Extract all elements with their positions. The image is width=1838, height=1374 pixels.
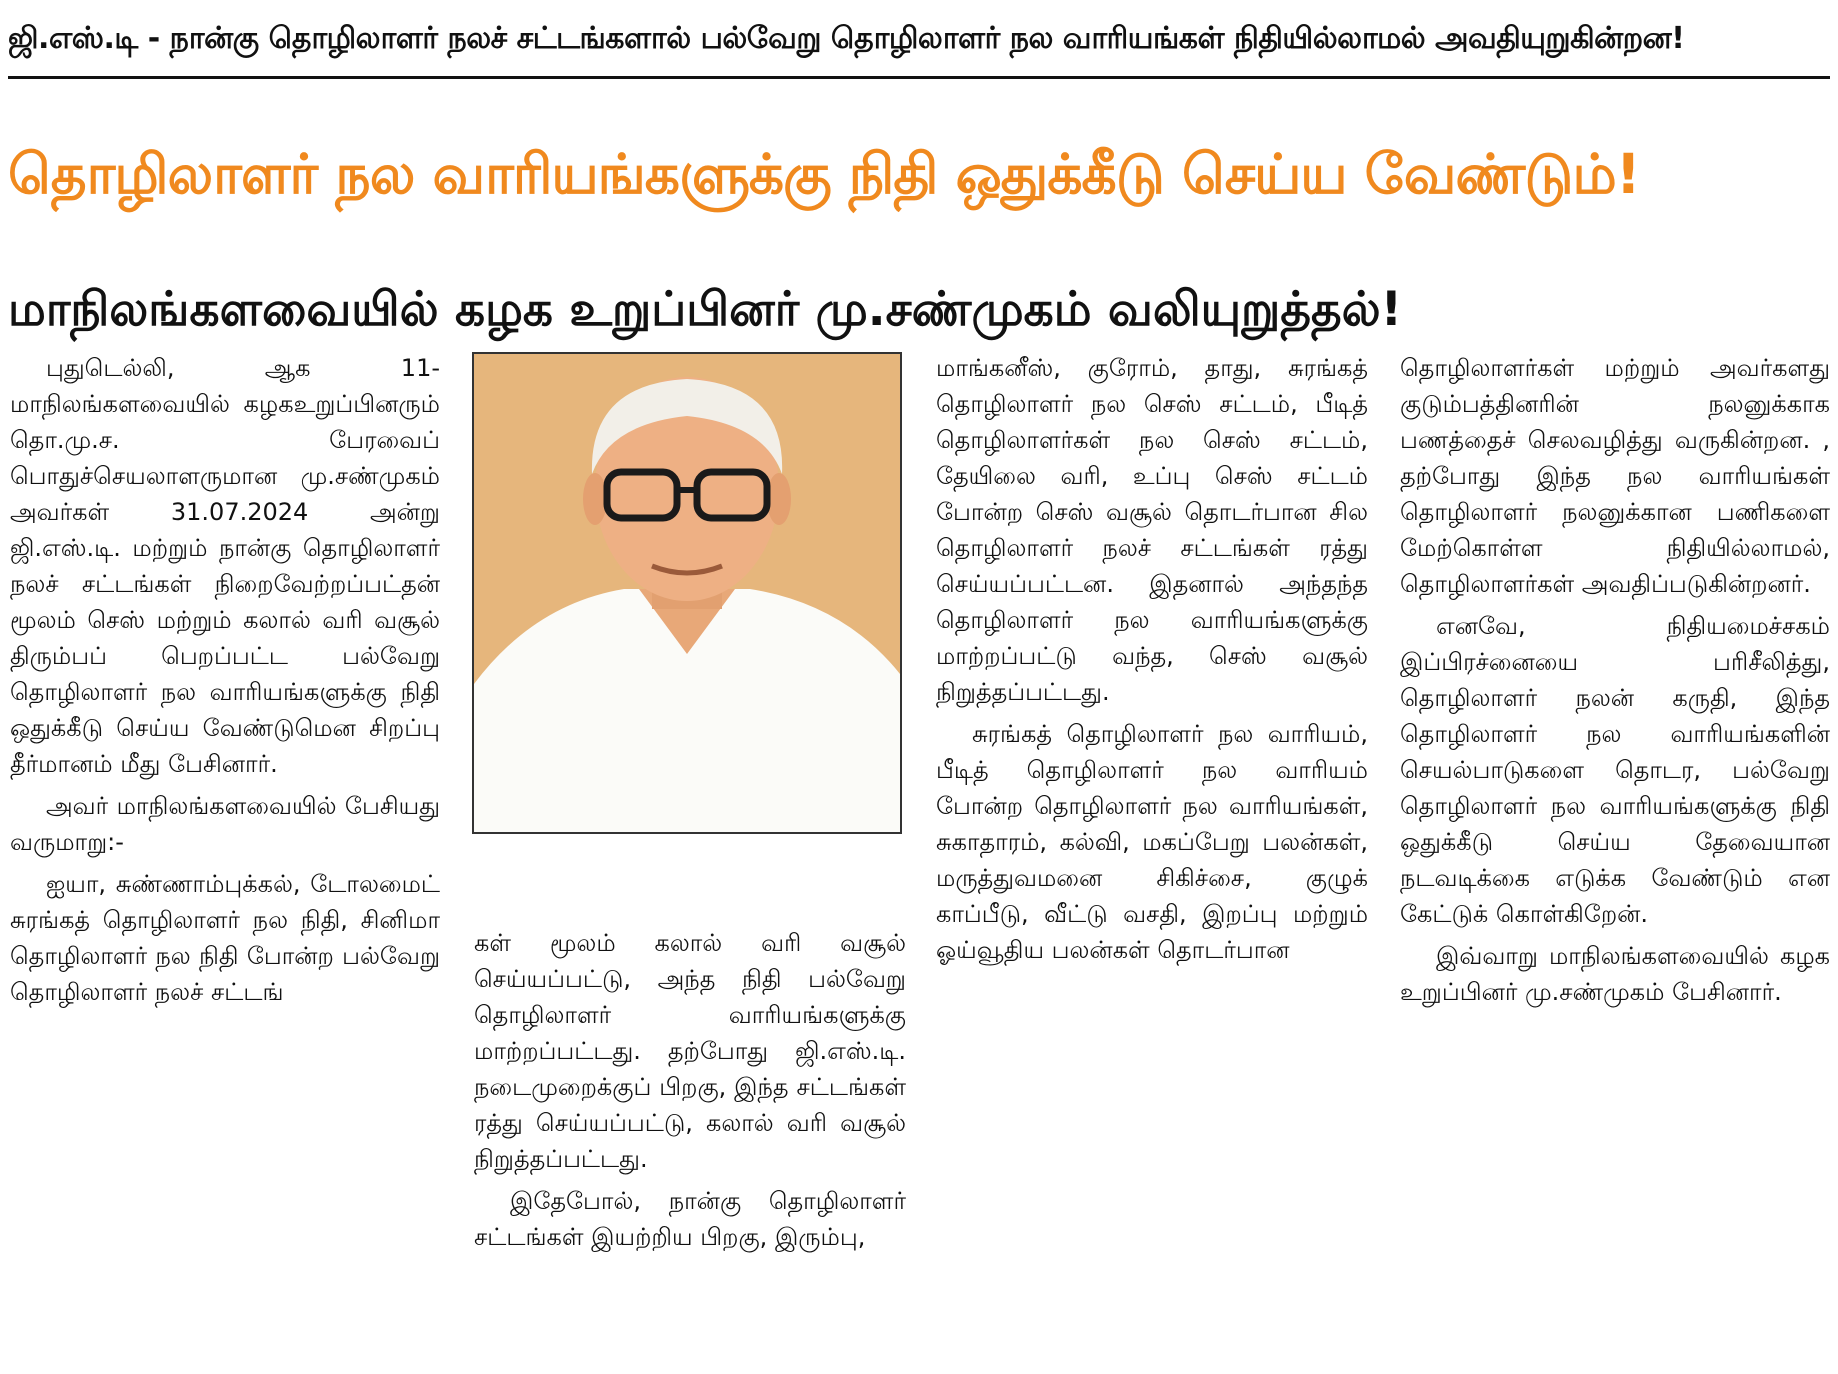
kicker-divider — [8, 76, 1830, 79]
paragraph: புதுடெல்லி, ஆக 11- மாநிலங்களவையில் கழகஉறுப்பினரும் தொ.மு.ச. பேரவைப் பொதுச்செயலாளருமான மு.சண்முகம் அவர்கள் 31.07.2024 அன்று ஜி.எஸ்.டி. மற்றும் நான்கு தொழிலாளர் நலச் சட்டங்கள் நிறைவேற்றப்பட்தன் மூலம் செஸ் மற்றும் கலால் வரி வசூல் திரும்பப் பெறப்பட்ட பல்வேறு தொழிலாளர் நல வாரியங்களுக்கு நிதி ஒதுக்கீடு செய்ய வேண்டுமென சிறப்பு தீர்மானம் மீது பேசினார். — [10, 354, 440, 778]
paragraph: இவ்வாறு மாநிலங்களவையில் கழக உறுப்பினர் மு.சண்முகம் பேசினார். — [1400, 942, 1830, 1006]
portrait-photo — [472, 352, 902, 834]
paragraph: கள் மூலம் கலால் வரி வசூல் செய்யப்பட்டு, அந்த நிதி பல்வேறு தொழிலாளர் வாரியங்களுக்கு மாற்றப்பட்டது. தற்போது ஜி.எஸ்.டி. நடைமுறைக்குப் பிறகு, இந்த சட்டங்கள் ரத்து செய்யப்பட்டு, கலால் வரி வசூல் நிறுத்தப்பட்டது. — [474, 929, 906, 1173]
article-column-3 — [936, 350, 1368, 1370]
paragraph: ஐயா, சுண்ணாம்புக்கல், டோலமைட் சுரங்கத் தொழிலாளர் நல நிதி, சினிமா தொழிலாளர் நல நிதி போன்ற பல்வேறு தொழிலாளர் நலச் சட்டங் — [10, 870, 440, 1006]
article-column-1 — [10, 350, 440, 1370]
paragraph: எனவே, நிதியமைச்சகம் இப்பிரச்னையை பரிசீலித்து, தொழிலாளர் நலன் கருதி, இந்த தொழிலாளர் நல வாரியங்களின் செயல்பாடுகளை தொடர, பல்வேறு தொழிலாளர் நல வாரியங்களுக்கு நிதி ஒதுக்கீடு செய்ய தேவையான நடவடிக்கை எடுக்க வேண்டும் என கேட்டுக் கொள்கிறேன். — [1400, 612, 1830, 928]
paragraph: சுரங்கத் தொழிலாளர் நல வாரியம், பீடித் தொழிலாளர் நல வாரியம் போன்ற தொழிலாளர் நல வாரியங்கள், சுகாதாரம், கல்வி, மகப்பேறு பலன்கள், மருத்துவமனை சிகிச்சை, குழுக் காப்பீடு, வீட்டு வசதி, இறப்பு மற்றும் ஓய்வூதிய பலன்கள் தொடர்பான — [936, 720, 1368, 964]
kicker-line: ஜி.எஸ்.டி - நான்கு தொழிலாளர் நலச் சட்டங்களால் பல்வேறு தொழிலாளர் நல வாரியங்கள் நிதியில்லாமல் அவதியுறுகின்றன! — [8, 21, 1685, 56]
paragraph: மாங்கனீஸ், குரோம், தாது, சுரங்கத் தொழிலாளர் நல செஸ் சட்டம், பீடித் தொழிலாளர்கள் நல செஸ் சட்டம், தேயிலை வரி, உப்பு செஸ் சட்டம் போன்ற செஸ் வசூல் தொடர்பான சில தொழிலாளர் நலச் சட்டங்கள் ரத்து செய்யப்பட்டன. இதனால் அந்தந்த தொழிலாளர் நல வாரியங்களுக்கு மாற்றப்பட்டு வந்த, செஸ் வசூல் நிறுத்தப்பட்டது. — [936, 354, 1368, 706]
subheadline: மாநிலங்களவையில் கழக உறுப்பினர் மு.சண்முகம் வலியுறுத்தல்! — [8, 282, 1403, 337]
article-column-2 — [474, 925, 906, 1370]
paragraph: அவர் மாநிலங்களவையில் பேசியது வருமாறு:- — [10, 792, 440, 856]
paragraph: தொழிலாளர்கள் மற்றும் அவர்களது குடும்பத்தினரின் நலனுக்காக பணத்தைச் செலவழித்து வருகின்றன. , தற்போது இந்த நல வாரியங்கள் தொழிலாளர் நலனுக்கான பணிகளை மேற்கொள்ள நிதியில்லாமல், தொழிலாளர்கள் அவதிப்படுகின்றனர். — [1400, 354, 1830, 598]
headline: தொழிலாளர் நல வாரியங்களுக்கு நிதி ஒதுக்கீடு செய்ய வேண்டும்! — [8, 142, 1640, 206]
portrait-illustration — [474, 354, 900, 832]
paragraph: இதேபோல், நான்கு தொழிலாளர் சட்டங்கள் இயற்றிய பிறகு, இரும்பு, — [474, 1187, 906, 1251]
article-column-4 — [1400, 350, 1830, 1370]
